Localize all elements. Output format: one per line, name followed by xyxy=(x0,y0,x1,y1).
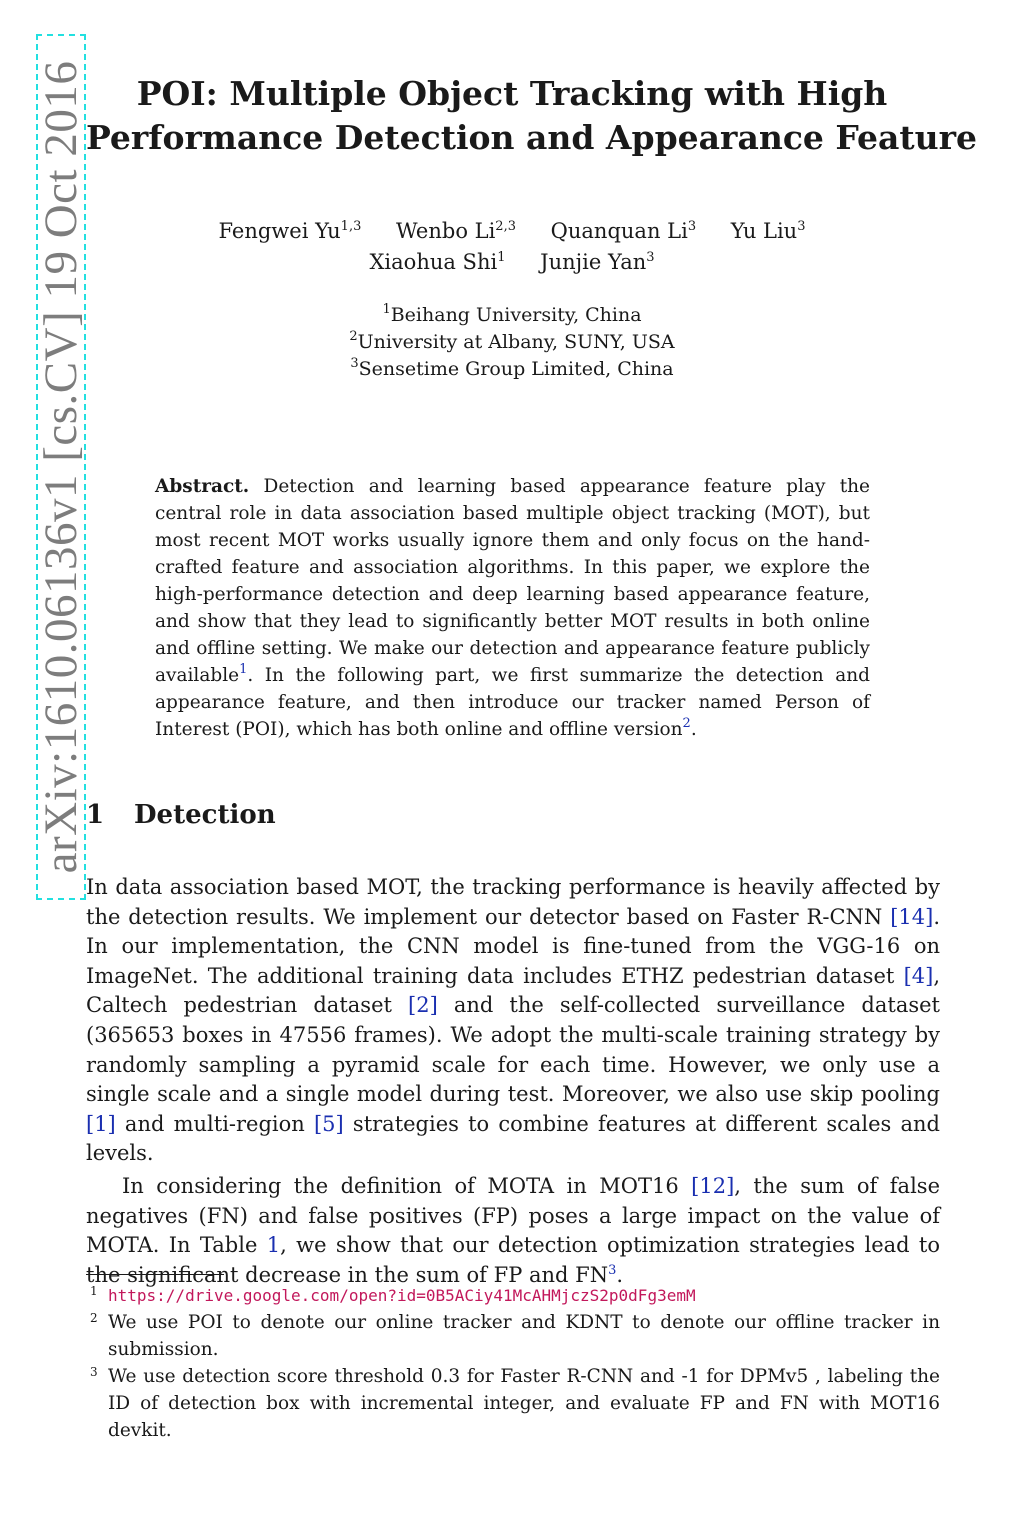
paragraph: In considering the definition of MOTA in MOT16 [12], the sum of false negatives (FN) and false positives (FP) poses a large impact on the value of MOTA. In Table 1, we show that our detection optimization strategies lead to the significant decrease in the sum of FP and FN$^3$. xyxy=(86,1173,940,1287)
author: Wenbo Li$^{2,3}$ xyxy=(396,219,516,243)
author-list xyxy=(86,216,938,278)
author: Quanquan Li$^3$ xyxy=(550,219,697,243)
author: Junjie Yan$^3$ xyxy=(540,250,655,274)
section-heading xyxy=(86,800,276,830)
footnote-list xyxy=(86,1282,940,1444)
footnote-divider xyxy=(86,1274,224,1275)
footnote-ref[interactable]: 1 xyxy=(239,662,248,677)
citation-link[interactable]: [1] xyxy=(86,1111,116,1136)
citation-link[interactable]: [4] xyxy=(903,963,934,988)
table-ref-link[interactable]: 1 xyxy=(266,1233,281,1258)
affiliation: $^3$Sensetime Group Limited, China xyxy=(350,356,674,380)
author-row-1 xyxy=(86,216,938,247)
title-line-1: POI: Multiple Object Tracking with High xyxy=(136,74,888,113)
citation-link[interactable]: [2] xyxy=(408,993,438,1018)
author: Xiaohua Shi$^1$ xyxy=(369,250,506,274)
footnote: 2 We use POI to denote our online tracker and KDNT to denote our offline tracker in submission. xyxy=(86,1309,940,1363)
footnote-mark: 2 xyxy=(90,1311,98,1325)
affiliation-list xyxy=(86,302,938,383)
citation-link[interactable]: [14] xyxy=(890,904,934,929)
footnote-mark: 3 xyxy=(90,1365,98,1379)
footnote: 3 We use detection score threshold 0.3 for Faster R-CNN and -1 for DPMv5 , labeling the ID of detection box with incremental integer, and evaluate FP and FN with MOT16 devkit. xyxy=(86,1363,940,1444)
footnote xyxy=(86,1282,940,1309)
citation-link[interactable]: [12] xyxy=(691,1173,735,1198)
affiliation: $^1$Beihang University, China xyxy=(382,302,642,326)
section-title: Detection xyxy=(134,800,276,830)
affiliation: $^2$University at Albany, SUNY, USA xyxy=(349,329,675,353)
footnote-url-link[interactable]: https://drive.google.com/open?id=0B5ACiy41McAHMjczS2p0dFg3emM xyxy=(108,1286,696,1305)
section-number: 1 xyxy=(86,800,105,830)
author: Yu Liu$^3$ xyxy=(730,219,806,243)
section-body xyxy=(86,873,940,1290)
paper-title xyxy=(86,72,978,160)
footnote-ref[interactable]: 2 xyxy=(682,716,691,731)
arxiv-stamp: arXiv:1610.06136v1 [cs.CV] 19 Oct 2016 xyxy=(35,60,87,874)
footnote-ref[interactable]: 3 xyxy=(608,1262,617,1278)
author: Fengwei Yu$^{1,3}$ xyxy=(218,219,362,243)
title-line-2: Performance Detection and Appearance Feature xyxy=(86,118,978,157)
abstract: Abstract. Detection and learning based appearance feature play the central role in data association based multiple object tracking (MOT), but most recent MOT works usually ignore them and only focus on the hand-crafted feature and association algorithms. In this paper, we explore the high-performance detection and deep learning based appearance feature, and show that they lead to significantly better MOT results in both online and offline setting. We make our detection and appearance feature publicly available$^1$. In the following part, we first summarize the detection and appearance feature, and then introduce our tracker named Person of Interest (POI), which has both online and offline version$^2$. xyxy=(155,476,871,740)
paragraph: In data association based MOT, the tracking performance is heavily affected by the detection results. We implement our detector based on Faster R-CNN [14]. In our implementation, the CNN model is fine-tuned from the VGG-16 on ImageNet. The additional training data includes ETHZ pedestrian dataset [4], Caltech pedestrian dataset [2] and the self-collected surveillance dataset (365653 boxes in 47556 frames). We adopt the multi-scale training strategy by randomly sampling a pyramid scale for each time. However, we only use a single scale and a single model during test. Moreover, we also use skip pooling [1] and multi-region [5] strategies to combine features at different scales and levels. xyxy=(86,875,940,1166)
author-row-2 xyxy=(86,247,938,278)
citation-link[interactable]: [5] xyxy=(313,1111,344,1136)
abstract-label: Abstract. xyxy=(155,476,250,497)
footnote-mark: 1 xyxy=(90,1284,98,1298)
